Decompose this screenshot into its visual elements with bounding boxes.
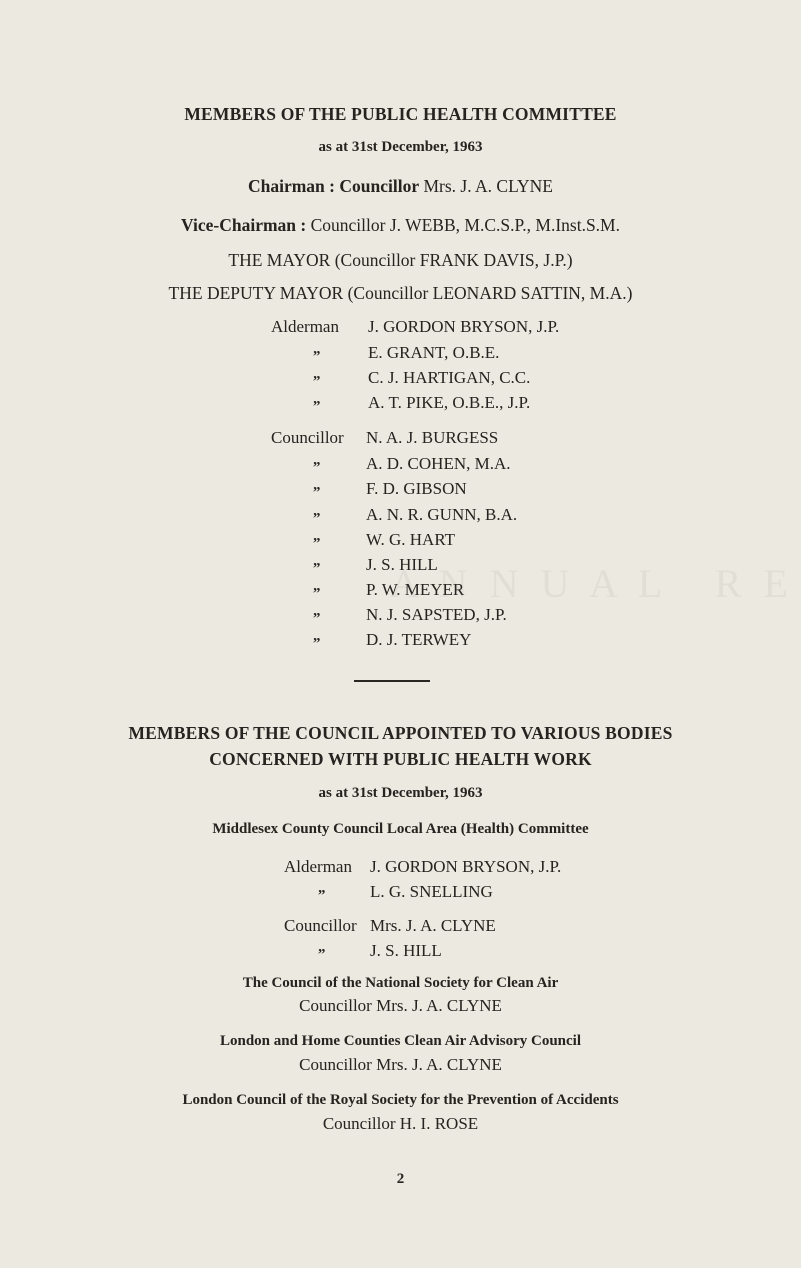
- councillor-name: Mrs. J. A. CLYNE: [370, 916, 496, 935]
- body-member: Councillor Mrs. J. A. CLYNE: [299, 996, 502, 1015]
- ditto-mark: „: [313, 578, 321, 594]
- councillor-name: A. N. R. GUNN, B.A.: [366, 505, 518, 524]
- alderman-name: L. G. SNELLING: [370, 882, 493, 901]
- alderman-title: Alderman: [284, 857, 352, 876]
- alderman-name: A. T. PIKE, O.B.E., J.P.: [368, 393, 531, 412]
- alderman-title: Alderman: [271, 317, 339, 336]
- councillor-name: J. S. HILL: [370, 941, 442, 960]
- ditto-mark: „: [318, 939, 326, 955]
- body-member: Councillor Mrs. J. A. CLYNE: [299, 1055, 502, 1074]
- section-divider: [354, 680, 430, 682]
- councillor-title: Councillor: [271, 428, 344, 447]
- committee-date: as at 31st December, 1963: [318, 139, 483, 155]
- ditto-mark: „: [313, 341, 321, 357]
- councillor-name: D. J. TERWEY: [366, 630, 472, 649]
- ditto-mark: „: [313, 366, 321, 382]
- councillor-title: Councillor: [284, 916, 357, 935]
- ditto-mark: „: [313, 603, 321, 619]
- ditto-mark: „: [313, 528, 321, 544]
- deputy-mayor-line: THE DEPUTY MAYOR (Councillor LEONARD SATTIN, M.A.): [168, 283, 633, 303]
- body-name: London and Home Counties Clean Air Advisory Council: [219, 1033, 582, 1049]
- councillor-name: F. D. GIBSON: [366, 479, 467, 498]
- alderman-name: C. J. HARTIGAN, C.C.: [368, 368, 531, 387]
- chairman-role: Chairman :: [247, 176, 335, 196]
- councillor-name: A. D. COHEN, M.A.: [366, 454, 511, 473]
- ditto-mark: „: [313, 477, 321, 493]
- councillor-name: J. S. HILL: [366, 555, 438, 574]
- councillor-name: W. G. HART: [366, 530, 456, 549]
- alderman-name: E. GRANT, O.B.E.: [368, 343, 500, 362]
- ditto-mark: „: [318, 880, 326, 896]
- committee-title: MEMBERS OF THE PUBLIC HEALTH COMMITTEE: [184, 104, 617, 124]
- ditto-mark: „: [313, 628, 321, 644]
- chairman-line: [0, 176, 801, 197]
- councillor-name: N. J. SAPSTED, J.P.: [366, 605, 507, 624]
- chairman-title: Councillor: [339, 176, 420, 196]
- councillor-name: N. A. J. BURGESS: [366, 428, 499, 447]
- vice-chairman-line: [0, 215, 801, 236]
- ditto-mark: „: [313, 452, 321, 468]
- bodies-title-line2: CONCERNED WITH PUBLIC HEALTH WORK: [209, 749, 592, 769]
- ditto-mark: „: [313, 553, 321, 569]
- alderman-name: J. GORDON BRYSON, J.P.: [368, 317, 560, 336]
- body-name: The Council of the National Society for Clean Air: [242, 975, 559, 991]
- chairman-name: Mrs. J. A. CLYNE: [423, 176, 553, 196]
- ditto-mark: „: [313, 503, 321, 519]
- body-name: Middlesex County Council Local Area (Health) Committee: [212, 821, 589, 837]
- alderman-name: J. GORDON BRYSON, J.P.: [370, 857, 562, 876]
- body-member: Councillor H. I. ROSE: [322, 1114, 479, 1133]
- councillor-name: P. W. MEYER: [366, 580, 465, 599]
- ditto-mark: „: [313, 391, 321, 407]
- vice-chairman-name: Councillor J. WEBB, M.C.S.P., M.Inst.S.M.: [310, 215, 620, 235]
- mayor-line: THE MAYOR (Councillor FRANK DAVIS, J.P.): [228, 250, 573, 270]
- bodies-date: as at 31st December, 1963: [318, 785, 483, 801]
- bodies-title-line1: MEMBERS OF THE COUNCIL APPOINTED TO VARIOUS BODIES: [128, 723, 673, 743]
- page-number: 2: [396, 1171, 405, 1187]
- vice-chairman-role: Vice-Chairman :: [181, 215, 307, 235]
- body-name: London Council of the Royal Society for the Prevention of Accidents: [182, 1092, 619, 1108]
